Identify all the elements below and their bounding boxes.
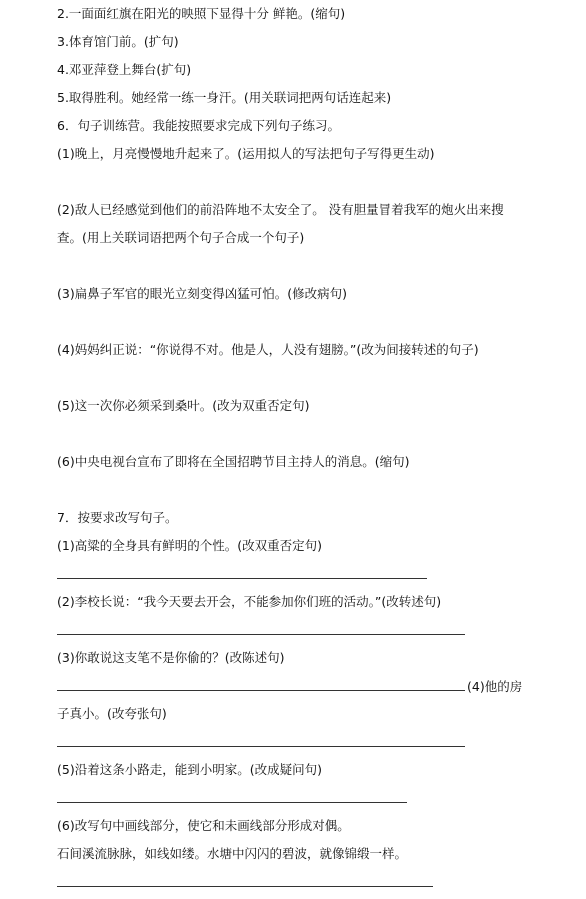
q3-expand: 3.体育馆门前。(扩句) [57, 34, 179, 49]
q7-item-3: (3)你敢说这支笔不是你偷的？(改陈述句) [57, 650, 285, 665]
answer-line-q7-5[interactable] [57, 802, 407, 803]
q7-item-4-line-1: (4)他的房 [467, 679, 523, 694]
q4-expand: 4.邓亚萍登上舞台(扩句) [57, 62, 192, 77]
q7-item-2: (2)李校长说：“我今天要去开会，不能参加你们班的活动。”(改转述句) [57, 594, 442, 609]
q2-condense: 2.一面面红旗在阳光的映照下显得十分 鲜艳。(缩句) [57, 6, 346, 21]
answer-line-q7-6[interactable] [57, 886, 433, 887]
q6-item-2-line-2: 查。(用上关联词语把两个句子合成一个句子) [57, 230, 305, 245]
q6-item-2-line-1: (2)敌人已经感觉到他们的前沿阵地不太安全了。 没有胆量冒着我军的炮火出来搜 [57, 202, 504, 217]
q7-heading: 7．按要求改写句子。 [57, 510, 178, 525]
q6-item-6: (6)中央电视台宣布了即将在全国招聘节目主持人的消息。(缩句) [57, 454, 410, 469]
q6-item-1: (1)晚上，月亮慢慢地升起来了。(运用拟人的写法把句子写得更生动) [57, 146, 435, 161]
q6-item-3: (3)扁鼻子军官的眼光立刻变得凶猛可怕。(修改病句) [57, 286, 347, 301]
q6-heading: 6．句子训练营。我能按照要求完成下列句子练习。 [57, 118, 340, 133]
q7-item-6-sentence: 石间溪流脉脉，如线如缕。水塘中闪闪的碧波，就像锦缎一样。 [57, 846, 408, 861]
q7-item-4-line-2: 子真小。(改夸张句) [57, 706, 167, 721]
answer-line-q7-1[interactable] [57, 578, 427, 579]
answer-line-q7-4[interactable] [57, 746, 465, 747]
q7-item-1: (1)高粱的全身具有鲜明的个性。(改双重否定句) [57, 538, 322, 553]
q6-item-4: (4)妈妈纠正说：“你说得不对。他是人，人没有翅膀。”(改为间接转述的句子) [57, 342, 479, 357]
answer-line-q7-3[interactable] [57, 690, 465, 691]
q5-connectives: 5.取得胜利。她经常一练一身汗。(用关联词把两句话连起来) [57, 90, 392, 105]
q7-item-5: (5)沿着这条小路走，能到小明家。(改成疑问句) [57, 762, 322, 777]
answer-line-q7-2[interactable] [57, 634, 465, 635]
q6-item-5: (5)这一次你必须采到桑叶。(改为双重否定句) [57, 398, 310, 413]
q7-item-6-instruction: (6)改写句中画线部分，使它和未画线部分形成对偶。 [57, 818, 350, 833]
